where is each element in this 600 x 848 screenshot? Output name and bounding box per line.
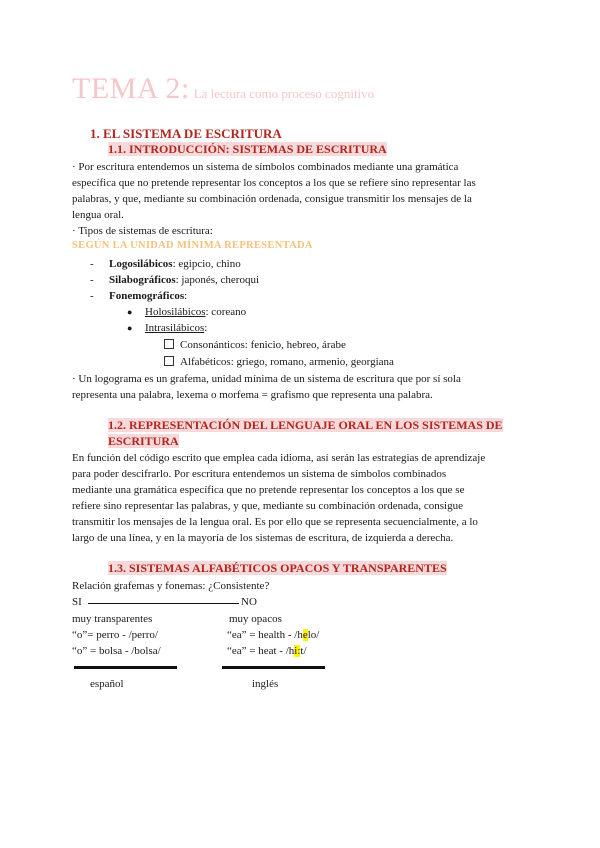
- example-heat-end: t/: [300, 645, 307, 657]
- title-main: TEMA 2:: [72, 72, 190, 105]
- example-o-perro: “o”= perro - /perro/: [72, 629, 158, 641]
- alfabeticos-text: Alfabéticos: griego, romano, armenio, georgiana: [180, 356, 394, 368]
- example-o-bolsa: “o” = bolsa - /bolsa/: [72, 645, 161, 657]
- scale-no: NO: [241, 596, 257, 608]
- label-transparent: muy transparentes: [72, 613, 153, 625]
- bullet-icon: ●: [127, 307, 133, 317]
- label-espanol: español: [90, 678, 124, 690]
- types-label: · Tipos de sistemas de escritura:: [72, 225, 213, 237]
- document-title: [72, 72, 374, 106]
- relation-question: Relación grafemas y fonemas: ¿Consistente?: [72, 580, 270, 592]
- example-ea-heat: [227, 643, 307, 659]
- divider-right: [222, 666, 325, 669]
- scale-si: SI: [72, 596, 82, 608]
- logograma-line-1: · Un logograma es un grafema, unidad mínima de un sistema de escritura que por sí sola: [72, 373, 461, 385]
- subsection-heading-1-3: [108, 561, 447, 576]
- list-item-logosilabicos: - Logosilábicos: egipcio, chino: [90, 258, 241, 270]
- intro-line-4: lengua oral.: [72, 209, 124, 221]
- subsection-heading-1-2-cont: [108, 434, 179, 449]
- subsection-heading-1-2-line2: ESCRITURA: [108, 434, 179, 448]
- subsection-heading-1-3-text: 1.3. SISTEMAS ALFABÉTICOS OPACOS Y TRANSPARENTES: [108, 561, 447, 575]
- section12-line-4: refiere sino representar las palabras, y que, mediante su combinación ordenada, consigue: [72, 500, 463, 512]
- term-fonemograficos: Fonemográficos: [109, 290, 185, 302]
- example-health-end: lo/: [307, 629, 320, 641]
- scale-line: [88, 603, 239, 604]
- term-logosilabicos: Logosilábicos: [109, 258, 173, 270]
- intro-line-1: · Por escritura entendemos un sistema de símbolos combinados mediante una gramática: [72, 161, 459, 173]
- example-ea-health: [227, 627, 319, 643]
- example-health-text: “ea” = health - /h: [227, 629, 303, 641]
- highlight-e: e: [302, 629, 308, 641]
- desc-silabograficos: : japonés, cheroqui: [175, 274, 260, 286]
- term-silabograficos: Silabográficos: [109, 274, 176, 286]
- title-subtitle: La lectura como proceso cognitivo: [193, 86, 375, 101]
- section12-line-5: transmitir los mensajes de la lengua oral. Es por ello que se representa secuencialmente, a lo: [72, 516, 478, 528]
- list-item-alfabeticos: [164, 354, 394, 370]
- checkbox-icon: [164, 339, 174, 349]
- subsection-heading-1-1-text: 1.1. INTRODUCCIÓN: SISTEMAS DE ESCRITURA: [108, 142, 387, 156]
- section12-line-6: largo de una línea, y en la mayoría de los sistemas de escritura, de izquierda a derecha.: [72, 532, 454, 544]
- intro-line-3: palabras, y que, mediante su combinación ordenada, consigue transmitir los mensajes de la: [72, 193, 472, 205]
- label-ingles: inglés: [252, 678, 279, 690]
- section12-line-1: En función del código escrito que emplea cada idioma, así serán las estrategias de aprendizaje: [72, 452, 486, 464]
- term-holosilabicos: Holosilábicos: [145, 306, 206, 318]
- subsection-heading-1-2-line1: 1.2. REPRESENTACIÓN DEL LENGUAJE ORAL EN LOS SISTEMAS DE: [108, 418, 503, 432]
- section12-line-2: para poder descifrarlo. Por escritura entendemos un sistema de símbolos combinados: [72, 468, 447, 480]
- bullet-icon: ●: [127, 323, 133, 333]
- checkbox-icon: [164, 356, 174, 366]
- list-item-intrasilabicos: [127, 320, 207, 336]
- list-item-holosilabicos: [127, 304, 246, 320]
- subsection-heading-1-1: [108, 142, 387, 157]
- desc-logosilabicos: : egipcio, chino: [172, 258, 241, 270]
- list-item-consonanticos: [164, 337, 346, 353]
- divider-left: [74, 666, 177, 669]
- desc-fonemograficos: :: [184, 290, 188, 302]
- list-item-silabograficos: - Silabográficos: japonés, cheroqui: [90, 274, 260, 286]
- intro-line-2: específica que no pretende representar los conceptos a los que se refiere sino representar las: [72, 177, 476, 189]
- term-intrasilabicos: Intrasilábicos: [145, 322, 205, 334]
- desc-holosilabicos: : coreano: [205, 306, 247, 318]
- list-item-fonemograficos: - Fonemográficos:: [90, 290, 188, 302]
- logograma-line-2: representa una palabra, lexema o morfema = grafismo que representa una palabra.: [72, 389, 433, 401]
- subsection-heading-1-2: [108, 418, 503, 433]
- consonanticos-text: Consonánticos: fenicio, hebreo, árabe: [180, 339, 346, 351]
- section12-line-3: mediante una gramática específica que no pretende representar los conceptos a los que se: [72, 484, 465, 496]
- desc-intrasilabicos: :: [204, 322, 208, 334]
- highlight-i: i:: [294, 645, 301, 657]
- example-heat-text: “ea” = heat - /h: [227, 645, 295, 657]
- label-opaque: muy opacos: [229, 613, 282, 625]
- section-heading-1: 1. EL SISTEMA DE ESCRITURA: [90, 126, 282, 141]
- criterion-heading: SEGÚN LA UNIDAD MÍNIMA REPRESENTADA: [72, 240, 313, 251]
